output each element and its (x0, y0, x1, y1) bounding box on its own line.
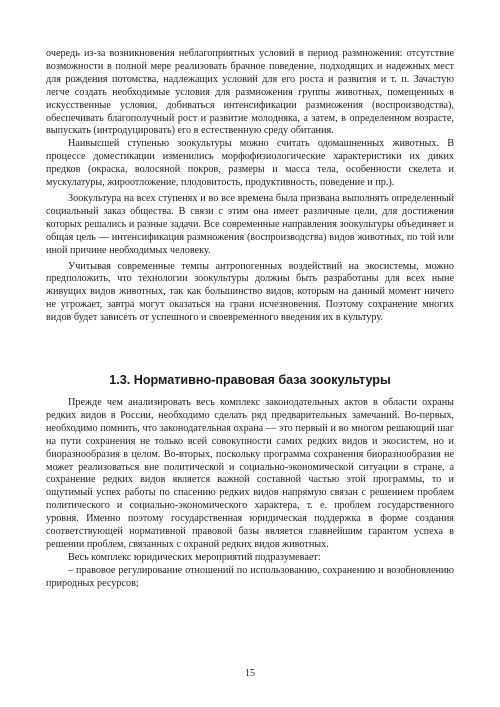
page-number: 15 (245, 668, 255, 679)
paragraph-domestication: Наивысшей ступенью зоокультуры можно считать одомашненных животных. В процессе доместикации изменились морфофизиологические характеристики их диких предков (окраска, волосяной покров, размеры и масса тела, особенности скелета и мускулатуры, жироотложение, плодовитость, продуктивность, поведение и пр.). (46, 138, 454, 189)
section-heading: 1.3. Нормативно-правовая база зоокультуры (109, 373, 391, 387)
paragraph-legal-measures-intro: Весь комплекс юридических мероприятий подразумевает: (68, 551, 321, 563)
section-intro-text (46, 48, 454, 325)
paragraph-anthropogenic-impact: Учитывая современные темпы антропогенных воздействий на экосистемы, можно предположить, что технологии зоокультуры должны быть разработаны для всех ныне живущих видов животных, так как большинство видов, которым на данный момент ничего не угрожает, завтра могут оказаться на грани исчезновения. Поэтому сохранение многих видов будет зависеть от успешного и своевременного введения их в культуру. (46, 260, 454, 324)
section-legal-text (46, 397, 454, 591)
paragraph-social-order: Зоокультура на всех ступенях и во все времена была призвана выполнять определенный социальный заказ общества. В связи с этим она имеет различные цели, для достижения которых решались и разные задачи. Все современные направления зоокультуры объединяет и общая цель — интенсификация размножения (воспроизводства) видов животных, по той или иной причине необходимых человеку. (46, 192, 454, 256)
paragraph-reproduction-conditions: очередь из-за возникновения неблагоприятных условий в период размножения: отсутствие возможности в полной мере реализовать брачное поведение, подходящих и надежных мест для рождения потомства, надлежащих условий для его роста и развития и т. п. Зачастую легче создать необходимые условия для размножения группы животных, помещенных в искусственные условия, добиваться интенсификации размножения (воспроизводства), обеспечивать благополучный рост и развитие молодняка, а затем, в определенном возрасте, выпускать (интродуцировать) его в естественную среду обитания. (46, 48, 454, 137)
list-item-resource-regulation: – правовое регулирование отношений по использованию, сохранению и возобновлению природных ресурсов; (46, 564, 454, 589)
paragraph-legislative-analysis: Прежде чем анализировать весь комплекс законодательных актов в области охраны редких видов в России, необходимо сделать ряд предварительных замечаний. Во-первых, необходимо помнить, что законодательная охрана — это первый и во многом решающий шаг на пути сохранения не только всей совокупности самих редких видов и экосистем, но и биоразнообразия в целом. Во-вторых, поскольку программа сохранения биоразнообразия не может реализоваться вне политической и социально-экономической ситуации в стране, а сохранение редких видов является важной составной частью этой программы, то и ощутимый успех работы по спасению редких видов напрямую связан с решением проблем политического и социально-экономического характера, т. е. проблем государственного уровня. Именно поэтому государственная юридическая поддержка в форме создания соответствующей нормативной правовой базы является главнейшим гарантом успеха в решении проблем, связанных с охраной редких видов животных. (46, 397, 454, 550)
